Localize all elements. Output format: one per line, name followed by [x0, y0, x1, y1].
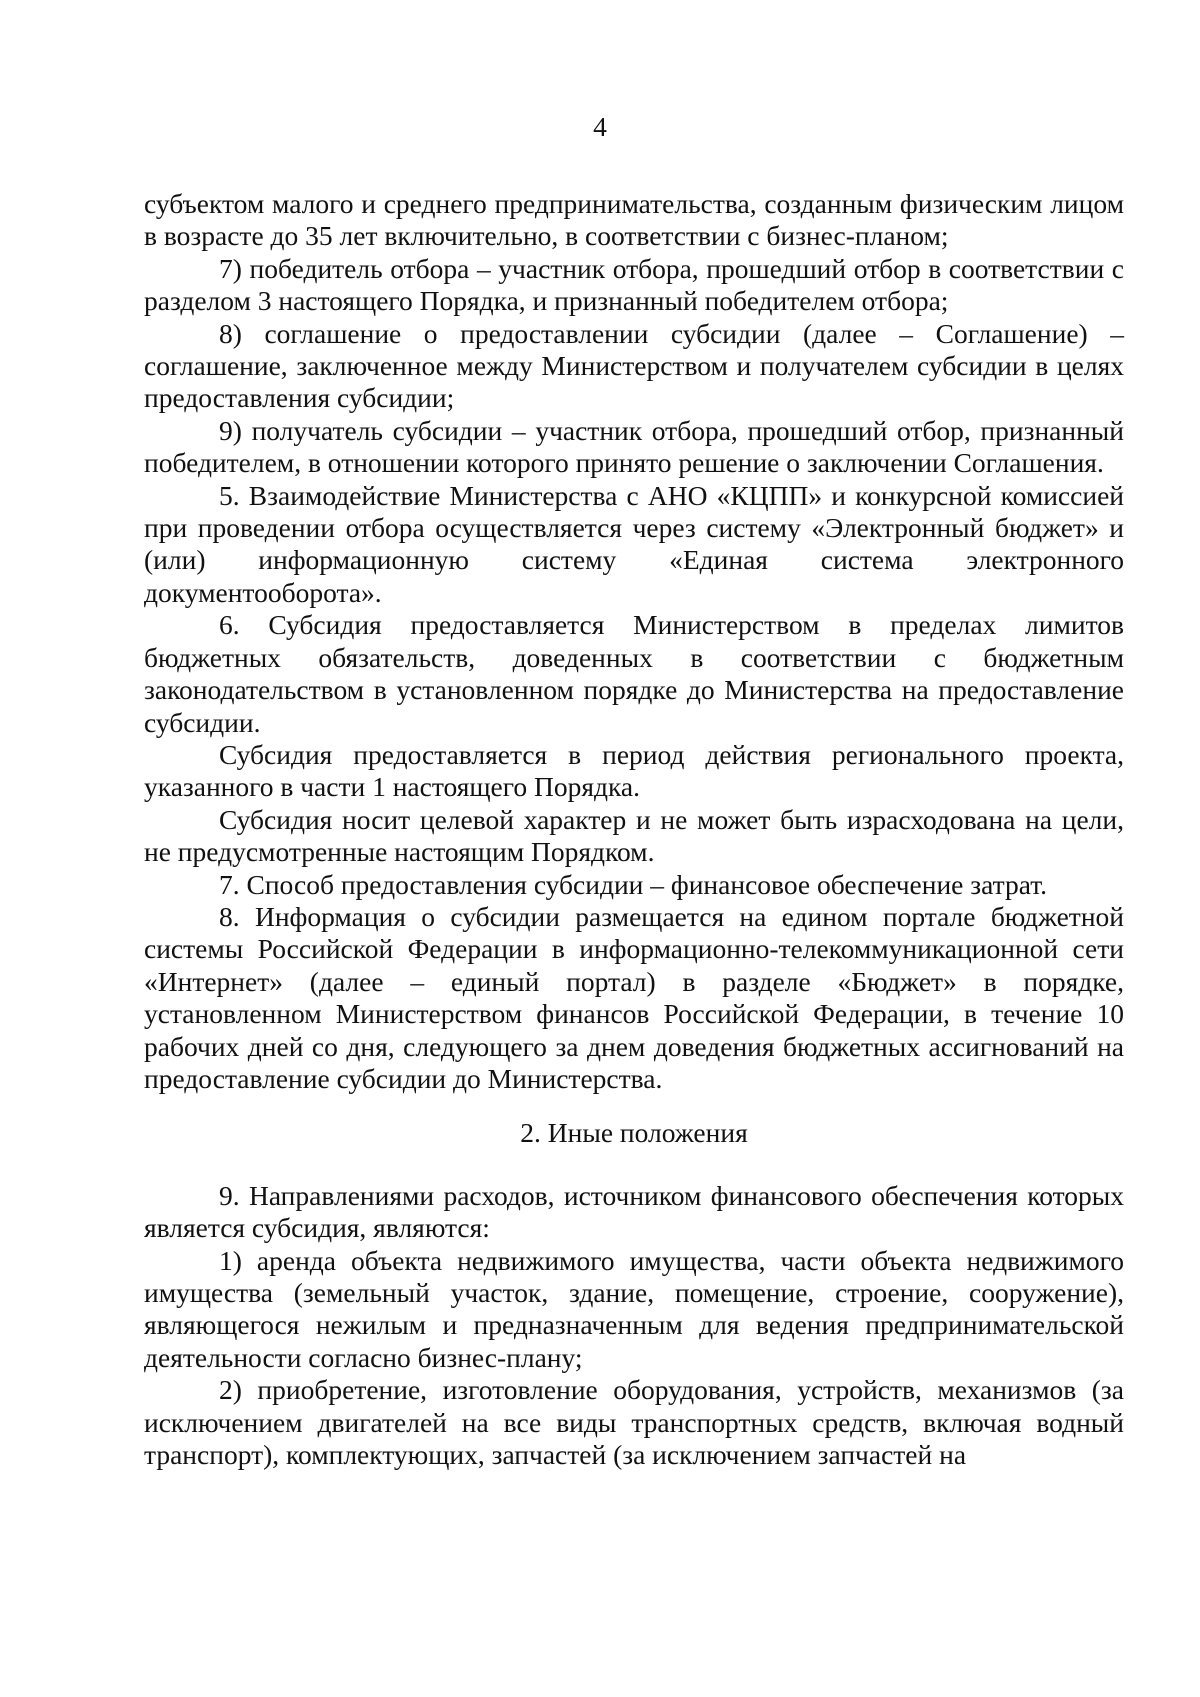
paragraph-item-9: 9) получатель субсидии – участник отбора, прошедший отбор, признанный победителем, в отношении которого принято решение о заключении Соглашения.: [144, 414, 1124, 479]
paragraph-subsidy-period: Субсидия предоставляется в период действия регионального проекта, указанного в части 1 настоящего Порядка.: [144, 738, 1124, 803]
paragraph-clause-8: 8. Информация о субсидии размещается на едином портале бюджетной системы Российской Федерации в информационно-телекоммуникационной сети «Интернет» (далее – единый портал) в разделе «Бюджет» в порядке, установленном Министерством финансов Российской Федерации, в течение 10 рабочих дней со дня, следующего за днем доведения бюджетных ассигнований на предоставление субсидии до Министерства.: [144, 900, 1124, 1094]
paragraph-item-8: 8) соглашение о предоставлении субсидии (далее – Соглашение) – соглашение, заключенное между Министерством и получателем субсидии в целях предоставления субсидии;: [144, 317, 1124, 414]
page-number: 4: [593, 111, 607, 142]
paragraph-item-7: 7) победитель отбора – участник отбора, прошедший отбор в соответствии с разделом 3 настоящего Порядка, и признанный победителем отбора;: [144, 252, 1124, 317]
paragraph-clause-5: 5. Взаимодействие Министерства с АНО «КЦПП» и конкурсной комиссией при проведении отбора осуществляется через систему «Электронный бюджет» и (или) информационную систему «Единая система электронного документооборота».: [144, 479, 1124, 608]
paragraph-clause-9: 9. Направлениями расходов, источником финансового обеспечения которых является субсидия, являются:: [144, 1179, 1124, 1244]
paragraph-clause-6: 6. Субсидия предоставляется Министерством в пределах лимитов бюджетных обязательств, доведенных в соответствии с бюджетным законодательством в установленном порядке до Министерства на предоставление субсидии.: [144, 609, 1124, 738]
document-body: [144, 188, 1124, 1471]
paragraph-expense-2: 2) приобретение, изготовление оборудования, устройств, механизмов (за исключением двигателей на все виды транспортных средств, включая водный транспорт), комплектующих, запчастей (за исключением запчастей на: [144, 1374, 1124, 1471]
paragraph-continuation: субъектом малого и среднего предпринимательства, созданным физическим лицом в возрасте до 35 лет включительно, в соответствии с бизнес-планом;: [144, 188, 1124, 252]
paragraph-expense-1: 1) аренда объекта недвижимого имущества, части объекта недвижимого имущества (земельный участок, здание, помещение, строение, сооружение), являющегося нежилым и предназначенным для ведения предпринимательской деятельности согласно бизнес-плану;: [144, 1244, 1124, 1373]
paragraph-clause-7: 7. Способ предоставления субсидии – финансовое обеспечение затрат.: [219, 868, 1048, 900]
section-heading: 2. Иные положения: [520, 1117, 748, 1149]
paragraph-subsidy-purpose: Субсидия носит целевой характер и не может быть израсходована на цели, не предусмотренные настоящим Порядком.: [144, 803, 1124, 868]
